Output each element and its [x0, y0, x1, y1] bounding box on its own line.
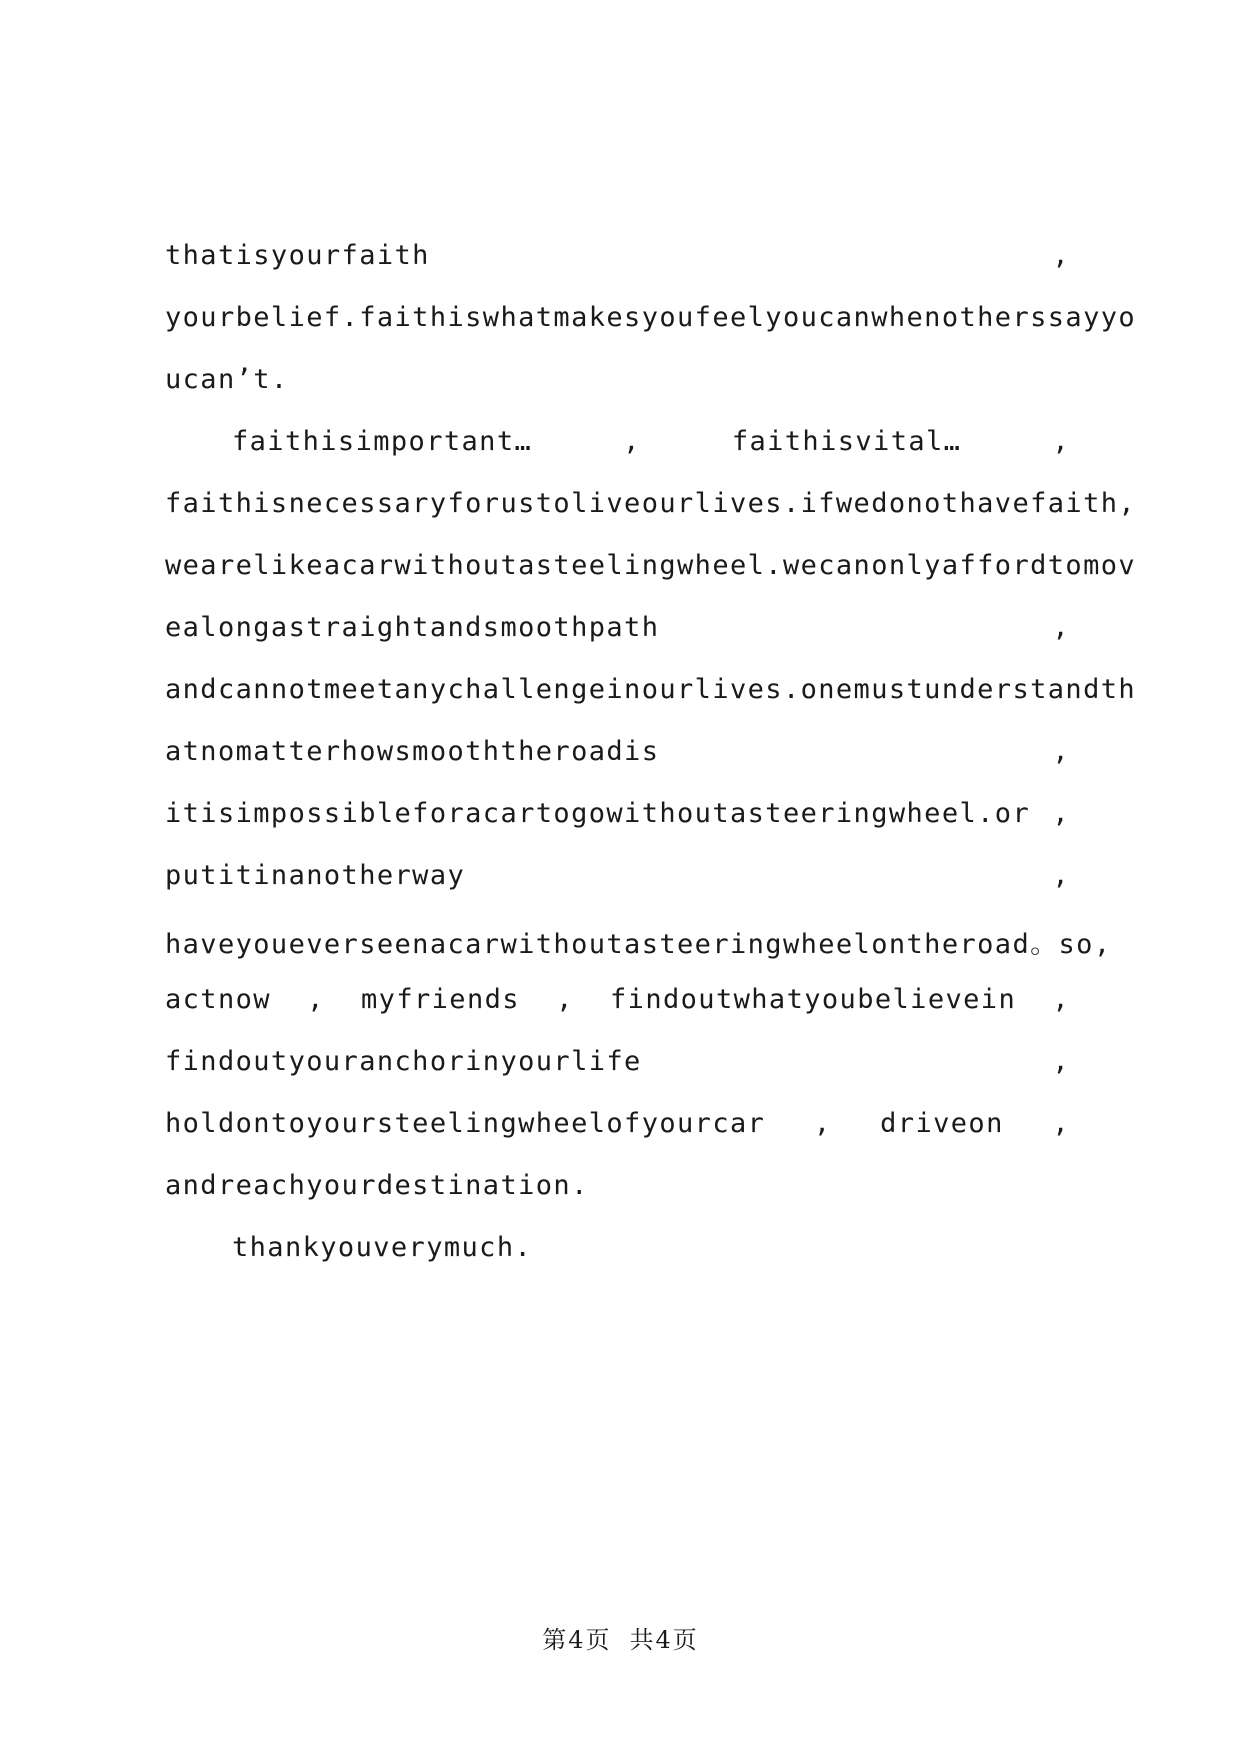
- text-segment: yourbelief.faithiswhatmakesyoufeelyoucanwhenotherssayyo: [165, 302, 1137, 333]
- text-segment: ,: [1052, 1046, 1070, 1077]
- text-segment: myfriends: [361, 984, 520, 1015]
- page-footer: [0, 1620, 1241, 1655]
- text-segment: faithisnecessaryforustoliveourlives.ifwedonothavefaith,: [165, 488, 1137, 519]
- text-line: [165, 364, 1070, 404]
- text-segment: ,: [623, 426, 641, 457]
- text-line: [165, 612, 1070, 652]
- text-segment: ucan’t.: [165, 364, 289, 395]
- text-segment: haveyoueverseenacarwithoutasteeringwheelontheroad。so,: [165, 929, 1112, 960]
- text-segment: driveon: [880, 1108, 1004, 1139]
- text-line: [165, 1108, 1070, 1148]
- text-line: [165, 860, 1070, 900]
- text-segment: ,: [556, 984, 574, 1015]
- text-segment: thatisyourfaith: [165, 240, 430, 271]
- text-segment: ,: [1052, 984, 1070, 1015]
- text-line: [165, 550, 1137, 590]
- text-segment: putitinanotherway: [165, 860, 466, 891]
- text-segment: findoutyouranchorinyourlife: [165, 1046, 642, 1077]
- text-segment: itisimpossibleforacartogowithoutasteeringwheel.or: [165, 798, 1031, 829]
- paragraph-start-line: [232, 426, 1070, 466]
- page-total-label: 共4页: [629, 1626, 699, 1654]
- text-line: [165, 1170, 1070, 1210]
- text-segment: ,: [1052, 1108, 1070, 1139]
- text-line: [165, 1046, 1070, 1086]
- paragraph-start-line: [232, 1232, 1070, 1272]
- text-segment: ealongastraightandsmoothpath: [165, 612, 660, 643]
- text-segment: wearelikeacarwithoutasteelingwheel.wecanonlyaffordtomov: [165, 550, 1137, 581]
- text-line: [165, 922, 1112, 962]
- text-segment: ,: [307, 984, 325, 1015]
- text-line: [165, 736, 1070, 776]
- text-line: [165, 798, 1070, 838]
- text-segment: ,: [813, 1108, 832, 1139]
- text-line: [165, 302, 1137, 342]
- text-segment: ,: [1052, 612, 1070, 643]
- text-line: [165, 984, 1070, 1024]
- text-segment: faithisimportant…: [232, 426, 533, 457]
- text-segment: ,: [1052, 798, 1070, 829]
- text-segment: atnomatterhowsmooththeroadis: [165, 736, 660, 767]
- text-segment: andreachyourdestination.: [165, 1170, 589, 1201]
- text-line: [165, 674, 1137, 714]
- text-line: [165, 488, 1137, 528]
- text-segment: andcannotmeetanychallengeinourlives.onemustunderstandth: [165, 674, 1137, 705]
- text-segment: holdontoyoursteelingwheelofyourcar: [165, 1108, 766, 1139]
- text-segment: actnow: [165, 984, 271, 1015]
- text-segment: thankyouverymuch.: [232, 1232, 533, 1263]
- text-line: [165, 240, 1070, 280]
- text-segment: ,: [1052, 736, 1070, 767]
- text-segment: ,: [1052, 426, 1070, 457]
- page-number-label: 第4页: [542, 1626, 612, 1654]
- text-segment: ,: [1052, 240, 1070, 271]
- text-segment: ,: [1052, 860, 1070, 891]
- text-segment: faithisvital…: [731, 426, 962, 457]
- text-segment: findoutwhatyoubelievein: [610, 984, 1017, 1015]
